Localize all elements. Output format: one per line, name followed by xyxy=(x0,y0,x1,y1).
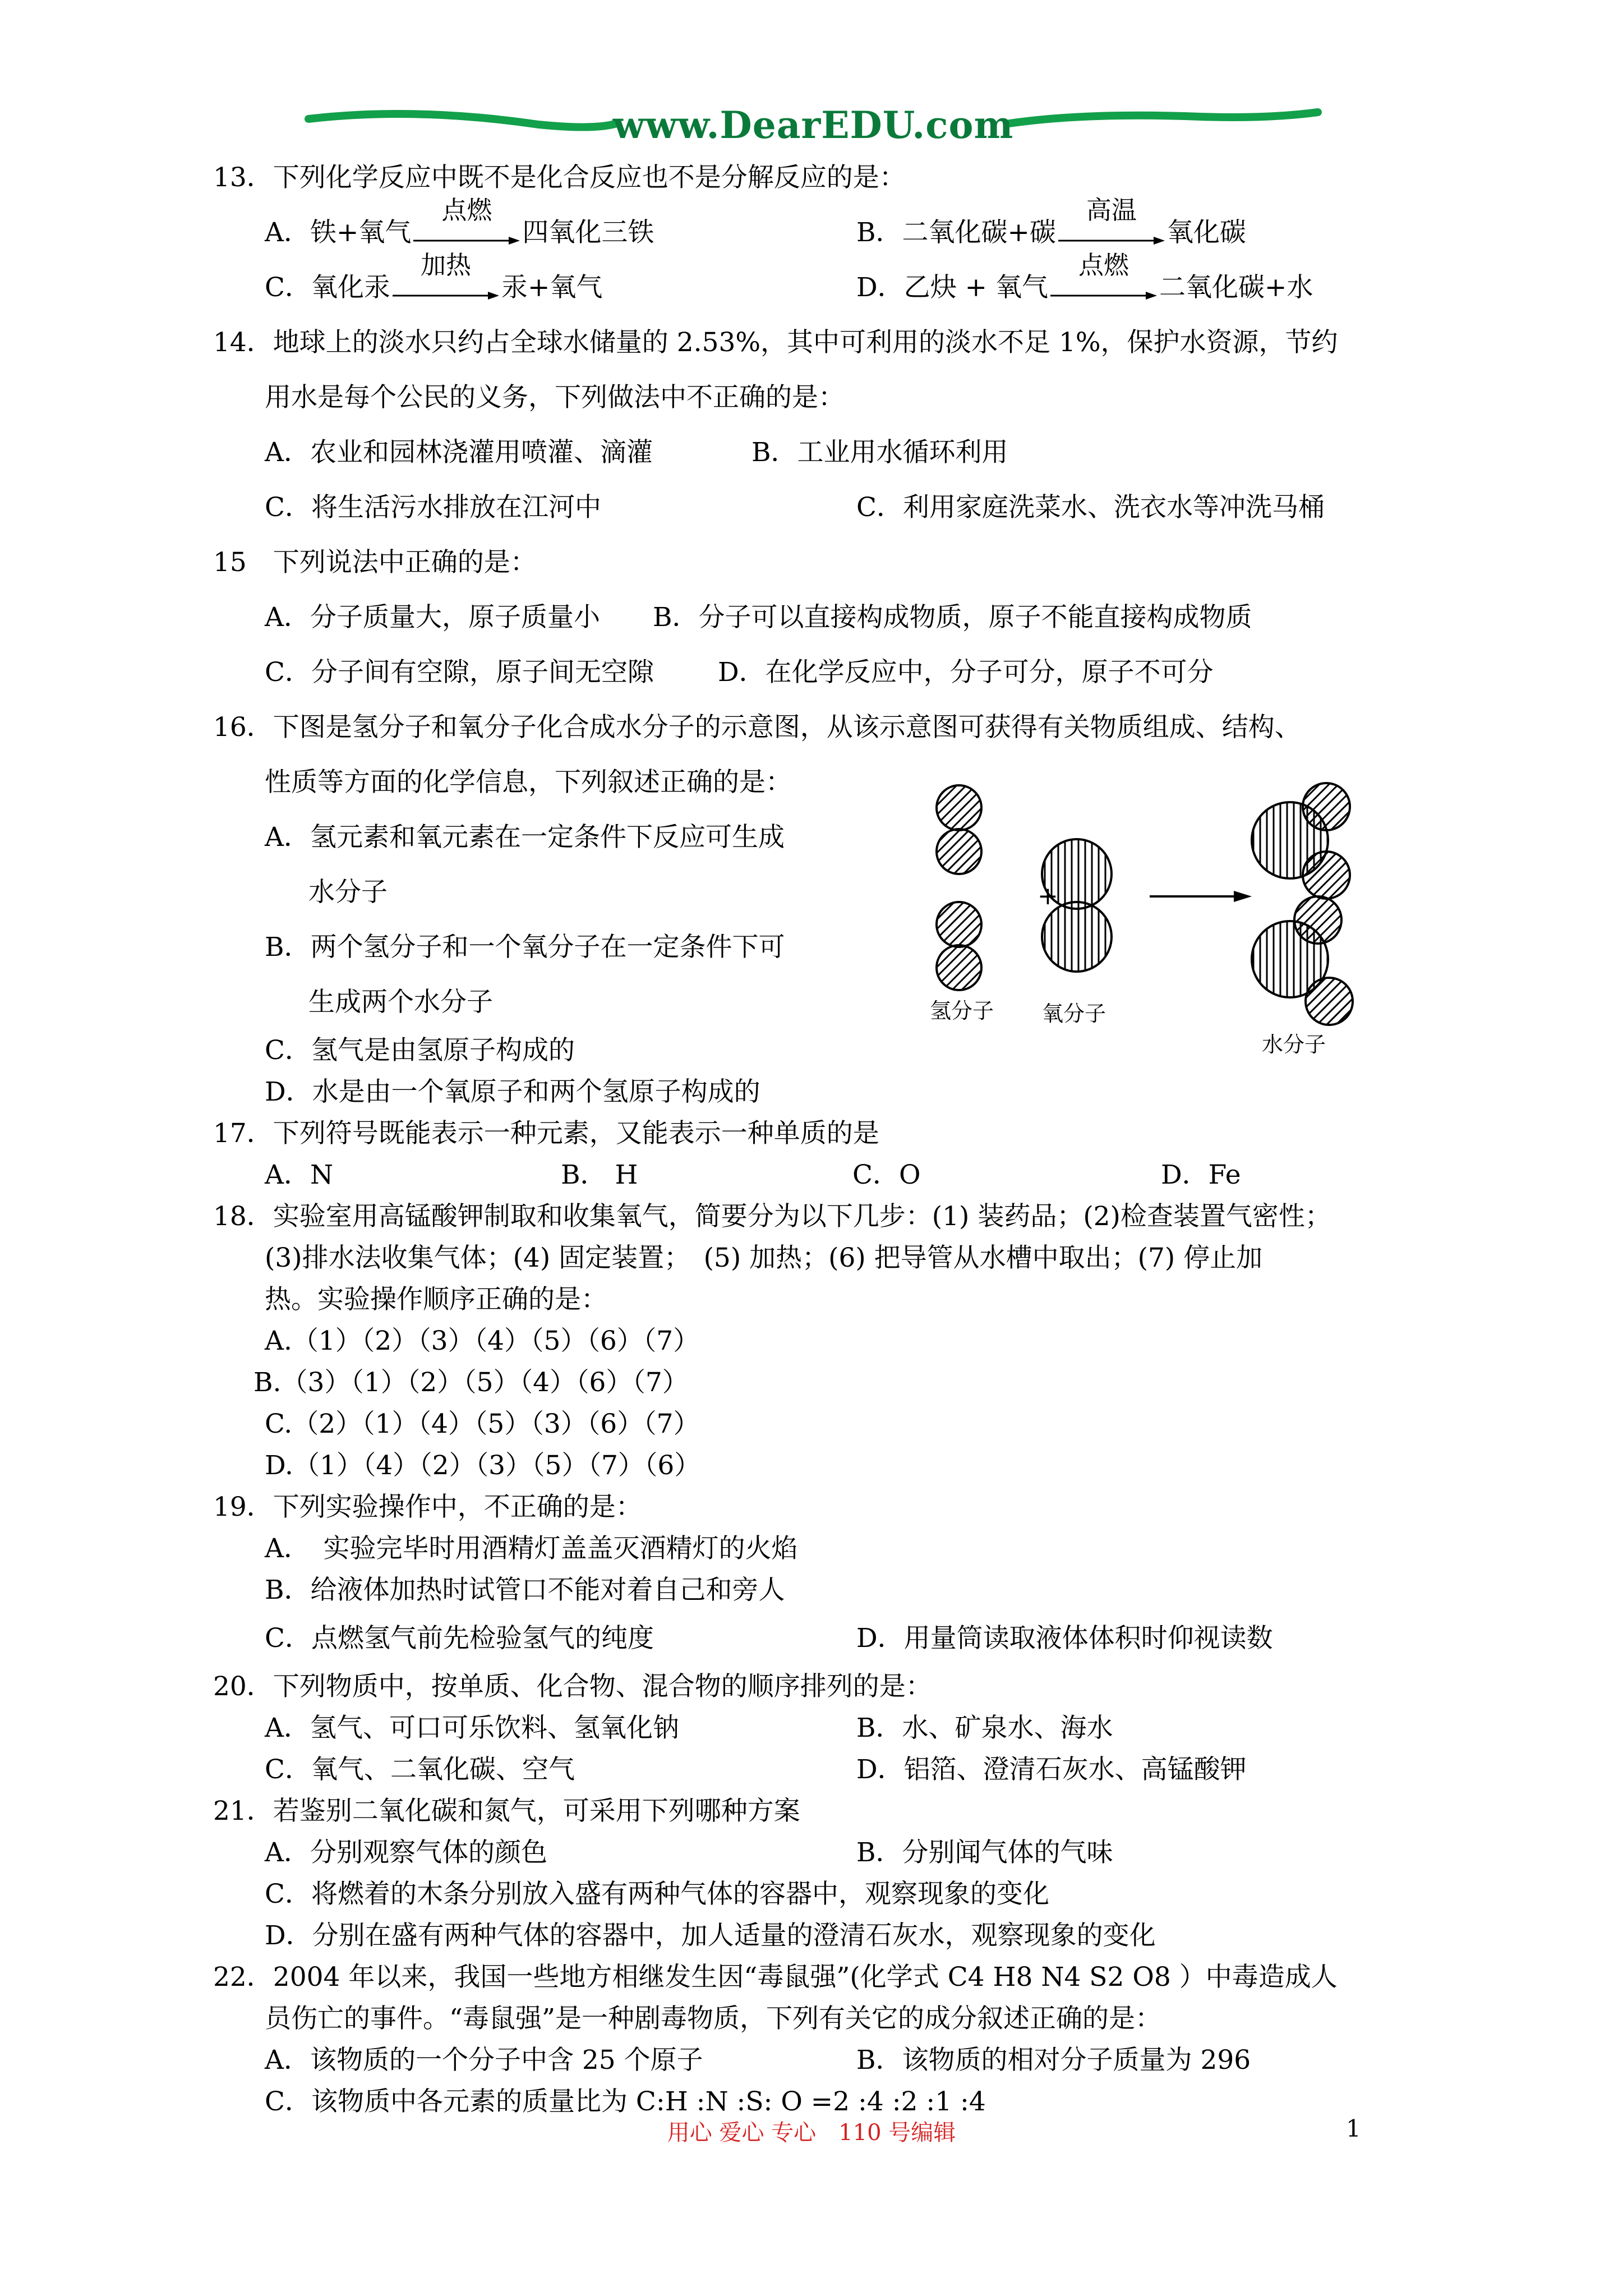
diagram-plus-sign: + xyxy=(1038,882,1058,910)
q13-option-a: A．铁+氧气 点燃 四氧化三铁 xyxy=(265,195,654,248)
q16-stem-1: 16．下图是氢分子和氧分子化合成水分子的示意图，从该示意图可获得有关物质组成、结构、 xyxy=(213,712,1301,743)
q20-option-a: A．氢气、可口可乐饮料、氢氧化钠 xyxy=(265,1713,679,1743)
q16-option-a-line1: A．氢元素和氧元素在一定条件下反应可生成 xyxy=(265,822,785,853)
q21-option-b: B．分别闻气体的气味 xyxy=(856,1837,1113,1868)
q20-option-d: D．铝箔、澄清石灰水、高锰酸钾 xyxy=(856,1754,1247,1785)
question-page xyxy=(213,150,1421,2123)
q17-option-c: C．O xyxy=(852,1159,921,1190)
q21-option-d: D．分别在盛有两种气体的容器中，加人适量的澄清石灰水，观察现象的变化 xyxy=(265,1920,1156,1951)
q13-option-d: D．乙炔 + 氧气 点燃 二氧化碳+水 xyxy=(856,250,1313,303)
q14-option-a: A．农业和园林浇灌用喷灌、滴灌 xyxy=(265,437,653,468)
q22-stem-2: 员伤亡的事件。“毒鼠强”是一种剧毒物质，下列有关它的成分叙述正确的是： xyxy=(265,2003,1162,2034)
q17-option-a: A．N xyxy=(265,1159,334,1190)
reaction-arrow: 点燃 xyxy=(1050,272,1157,300)
q17-options xyxy=(213,1154,1421,1196)
q13-stem: 13．下列化学反应中既不是化合反应也不是分解反应的是： xyxy=(213,162,906,193)
q19-row-cd xyxy=(213,1611,1421,1666)
site-logo-text[interactable]: www.DearEDU.com xyxy=(612,103,1014,147)
q16-option-b-line2: 生成两个水分子 xyxy=(308,987,493,1018)
q15-row2 xyxy=(213,645,1421,700)
q18-option-a: A.（1）（2）（3）（4）（5）（6）（7） xyxy=(265,1326,700,1356)
water-molecule-1 xyxy=(1252,783,1350,899)
hydrogen-molecule-2 xyxy=(937,902,981,990)
q14-row2 xyxy=(213,480,1421,535)
q13-option-b: B．二氧化碳+碳 高温 氧化碳 xyxy=(856,195,1246,248)
q16-option-c: C．氢气是由氢原子构成的 xyxy=(265,1035,575,1066)
reaction-arrow: 高温 xyxy=(1058,217,1165,245)
page-footer: 用心 爱心 专心 110 号编辑 xyxy=(667,2120,956,2146)
q20-option-b: B．水、矿泉水、海水 xyxy=(856,1713,1113,1743)
q19-option-d: D．用量筒读取液体体积时仰视读数 xyxy=(856,1623,1273,1654)
q22-option-c: C．该物质中各元素的质量比为 C:H :N :S: O =2 :4 :2 :1 :4 xyxy=(265,2086,986,2117)
label-water-molecule: 水分子 xyxy=(1262,1032,1326,1057)
q20-option-c: C．氧气、二氧化碳、空气 xyxy=(265,1754,575,1785)
q18-stem-1: 18．实验室用高锰酸钾制取和收集氧气，简要分为以下几步：(1) 装药品；(2)检查装置气密性； xyxy=(213,1201,1331,1232)
hydrogen-molecule-1 xyxy=(937,785,981,874)
q13-row2 xyxy=(213,250,1421,315)
q22-option-a: A．该物质的一个分子中含 25 个原子 xyxy=(265,2045,703,2076)
q14-option-b: B．工业用水循环利用 xyxy=(751,437,1008,468)
q19-stem: 19．下列实验操作中，不正确的是： xyxy=(213,1492,642,1522)
q20-row2 xyxy=(213,1749,1421,1791)
q16-option-b-line1: B．两个氢分子和一个氧分子在一定条件下可 xyxy=(265,932,785,963)
label-hydrogen-molecule: 氢分子 xyxy=(930,999,994,1023)
q15-option-ab: A．分子质量大，原子质量小 B．分子可以直接构成物质，原子不能直接构成物质 xyxy=(265,602,1252,633)
q18-option-b: B.（3）（1）（2）（5）（4）（6）（7） xyxy=(253,1367,689,1398)
q22-row1 xyxy=(213,2040,1421,2081)
q16-option-a-line2: 水分子 xyxy=(308,877,388,908)
q15-stem: 15 下列说法中正确的是： xyxy=(213,547,537,578)
reaction-arrow: 加热 xyxy=(393,272,499,300)
q21-row1 xyxy=(213,1832,1421,1874)
q18-option-c: C.（2）（1）（4）（5）（3）（6）（7） xyxy=(265,1409,700,1439)
q19-option-c: C．点燃氢气前先检验氢气的纯度 xyxy=(265,1623,654,1654)
q17-option-b: B． H xyxy=(561,1159,638,1190)
q19-option-a: A． 实验完毕时用酒精灯盖盖灭酒精灯的火焰 xyxy=(265,1533,798,1564)
q17-stem: 17．下列符号既能表示一种元素，又能表示一种单质的是 xyxy=(213,1118,879,1149)
q14-option-c: C．将生活污水排放在江河中 xyxy=(265,492,601,523)
q15-option-c: C．分子间有空隙，原子间无空隙 xyxy=(265,657,654,688)
q14-row1 xyxy=(213,425,1421,480)
q21-option-a: A．分别观察气体的颜色 xyxy=(265,1837,547,1868)
q16-option-d: D．水是由一个氧原子和两个氢原子构成的 xyxy=(265,1076,760,1107)
molecule-diagram-svg xyxy=(909,774,1413,1066)
q17-option-d: D．Fe xyxy=(1161,1159,1241,1190)
label-oxygen-molecule: 氧分子 xyxy=(1042,1001,1106,1026)
q14-option-d: C．利用家庭洗菜水、洗衣水等冲洗马桶 xyxy=(856,492,1325,523)
q20-stem: 20．下列物质中，按单质、化合物、混合物的顺序排列的是： xyxy=(213,1671,932,1702)
q14-stem-1: 14．地球上的淡水只约占全球水储量的 2.53%，其中可利用的淡水不足 1%，保护水资源，节约 xyxy=(213,327,1338,358)
site-header xyxy=(303,90,1324,157)
q20-row1 xyxy=(213,1708,1421,1749)
q18-stem-2: (3)排水法收集气体；(4) 固定装置； (5) 加热；(6) 把导管从水槽中取出；(7) 停止加 xyxy=(265,1243,1263,1273)
q15-option-d: D．在化学反应中，分子可分，原子不可分 xyxy=(718,657,1214,688)
page-number: 1 xyxy=(1346,2115,1361,2142)
q14-stem-2: 用水是每个公民的义务，下列做法中不正确的是： xyxy=(265,382,845,413)
q21-stem: 21．若鉴别二氧化碳和氮气，可采用下列哪种方案 xyxy=(213,1796,800,1826)
q16-stem-2: 性质等方面的化学信息，下列叙述正确的是： xyxy=(265,767,792,798)
q22-option-b: B．该物质的相对分子质量为 296 xyxy=(856,2045,1251,2076)
q18-option-d: D.（1）（4）（2）（3）（5）（7）（6） xyxy=(265,1450,701,1481)
q13-option-c: C．氧化汞 加热 汞+氧气 xyxy=(265,250,603,303)
q19-option-b: B．给液体加热时试管口不能对着自己和旁人 xyxy=(265,1575,785,1605)
q22-stem-1: 22．2004 年以来，我国一些地方相继发生因“毒鼠强”(化学式 C4 H8 N4 S2 O8 ）中毒造成人 xyxy=(213,1962,1338,1993)
q18-stem-3: 热。实验操作顺序正确的是： xyxy=(265,1284,607,1315)
molecule-diagram xyxy=(909,774,1413,1066)
q21-option-c: C．将燃着的木条分别放入盛有两种气体的容器中，观察现象的变化 xyxy=(265,1879,1049,1910)
reaction-arrow: 点燃 xyxy=(413,217,520,245)
water-molecule-2 xyxy=(1252,896,1353,1025)
reaction-arrow-diagram xyxy=(1150,891,1252,902)
